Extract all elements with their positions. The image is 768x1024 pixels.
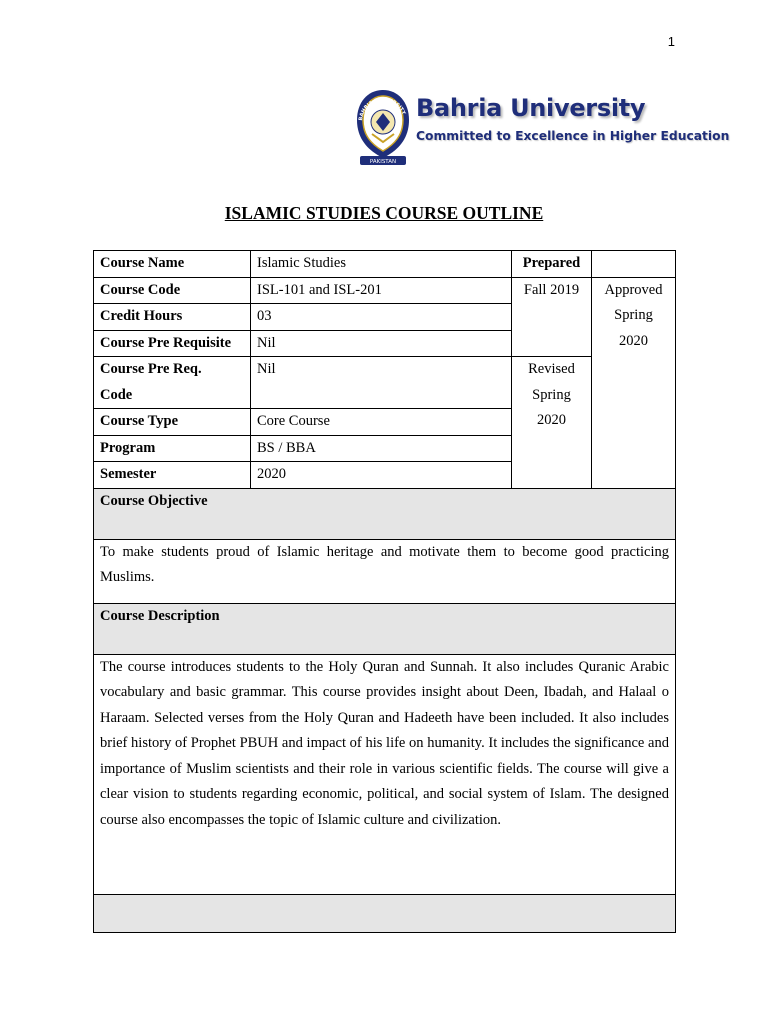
course-description-text: The course introduces students to the Holy Quran and Sunnah. It also includes Quranic Arabic vocabulary and basic grammar. This course provides insight about Deen, Ibadah, and Halaal o Haraam. Selected verses from the Holy Quran and Hadeeth have been included. It also includes brief history of Prophet PBUH and impact of his life on humanity. It includes the significance and importance of Muslim scientists and their role in various scientific fields. The course will give a clear vision to students regarding economic, political, and social system of Islam. The designed course also encompasses the topic of Islamic culture and civilization. (94, 654, 676, 894)
row-label: Program (94, 435, 251, 462)
row-label: Semester (94, 462, 251, 489)
course-outline-table (93, 250, 676, 933)
approved-cell: Approved Spring 2020 (592, 277, 676, 488)
empty-shaded-cell (94, 894, 676, 932)
row-value: BS / BBA (251, 435, 512, 462)
empty-header-cell (592, 251, 676, 278)
prepared-date: Fall 2019 (512, 277, 592, 357)
course-objective-heading: Course Objective (94, 488, 676, 539)
table-row (94, 277, 676, 304)
prepared-header: Prepared (512, 251, 592, 278)
table-row (94, 251, 676, 278)
row-value: 03 (251, 304, 512, 331)
row-value: Nil (251, 330, 512, 357)
section-body-row (94, 654, 676, 894)
course-description-heading: Course Description (94, 603, 676, 654)
section-heading-row (94, 603, 676, 654)
row-label: Course Type (94, 409, 251, 436)
row-value: Islamic Studies (251, 251, 512, 278)
row-value: Nil (251, 357, 512, 409)
svg-text:BAHRIA UNIVERSITY: BAHRIA UNIVERSITY (357, 96, 407, 122)
university-emblem-icon (352, 86, 414, 168)
section-heading-row (94, 488, 676, 539)
row-label: Course Code (94, 277, 251, 304)
page-number: 1 (667, 34, 675, 49)
table-row (94, 357, 676, 409)
row-label: Course Pre Requisite (94, 330, 251, 357)
row-label: Course Pre Req. Code (94, 357, 251, 409)
document-title: ISLAMIC STUDIES COURSE OUTLINE (224, 203, 544, 223)
revised-cell: Revised Spring 2020 (512, 357, 592, 489)
university-name: Bahria University (416, 94, 646, 122)
section-body-row (94, 539, 676, 603)
row-label: Course Name (94, 251, 251, 278)
row-value: ISL-101 and ISL-201 (251, 277, 512, 304)
university-logo (352, 86, 730, 168)
empty-shaded-row (94, 894, 676, 932)
row-value: 2020 (251, 462, 512, 489)
course-objective-text: To make students proud of Islamic heritage and motivate them to become good practicing Muslims. (94, 539, 676, 603)
row-label: Credit Hours (94, 304, 251, 331)
row-value: Core Course (251, 409, 512, 436)
university-motto: Committed to Excellence in Higher Education (416, 129, 730, 143)
svg-text:PAKISTAN: PAKISTAN (369, 159, 397, 165)
